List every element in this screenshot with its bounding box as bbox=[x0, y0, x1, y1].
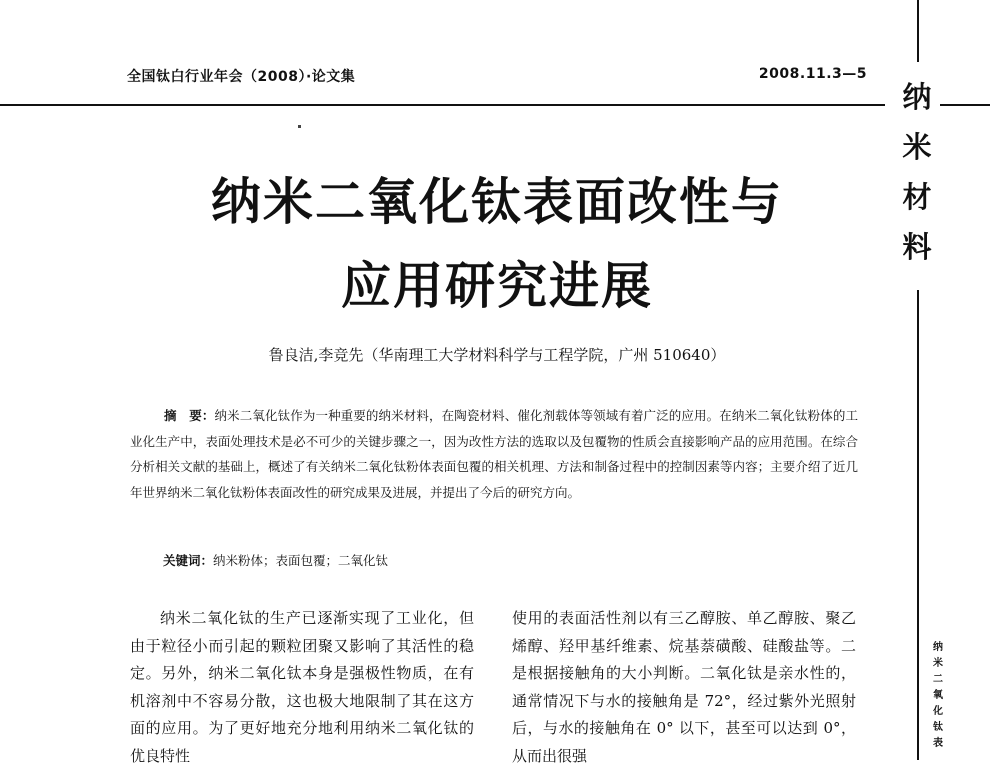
body-column-right: 使用的表面活性剂以有三乙醇胺、单乙醇胺、聚乙烯醇、羟甲基纤维素、烷基萘磺酸、硅酸盐等。二是根据接触角的大小判断。二氧化钛是亲水性的，通常情况下与水的接触角是 72°，经过紫外光照射后，与水的接触角在 0° 以下，甚至可以达到 0°，从而出很强 bbox=[512, 609, 856, 765]
side-small-char: 氧 bbox=[933, 690, 943, 701]
speck-mark bbox=[298, 125, 301, 128]
side-small-char: 纳 bbox=[933, 642, 943, 653]
keywords-text: 纳米粉体；表面包覆；二氧化钛 bbox=[213, 553, 389, 568]
header-rule-right bbox=[940, 104, 990, 106]
title-line-2: 应用研究进展 bbox=[341, 257, 653, 315]
side-running-title bbox=[928, 640, 948, 752]
side-section-tab bbox=[894, 72, 940, 272]
abstract-text: 纳米二氧化钛作为一种重要的纳米材料，在陶瓷材料、催化剂载体等领域有着广泛的应用。在纳米二氧化钛粉体的工业化生产中，表面处理技术是必不可少的关键步骤之一，因为改性方法的选取以及包覆物的性质会直接影响产品的应用范围。在综合分析相关文献的基础上，概述了有关纳米二氧化钛粉体表面包覆的相关机理、方法和制备过程中的控制因素等内容；主要介绍了近几年世界纳米二氧化钛粉体表面改性的研究成果及进展，并提出了今后的研究方向。 bbox=[130, 408, 858, 500]
author-affiliation: 鲁良洁,李竞先（华南理工大学材料科学与工程学院，广州 510640） bbox=[268, 346, 726, 364]
side-small-char: 化 bbox=[933, 706, 943, 717]
side-tab-char: 材 bbox=[902, 180, 932, 214]
body-column-left: 纳米二氧化钛的生产已逐渐实现了工业化，但由于粒径小而引起的颗粒团聚又影响了其活性的稳定。另外，纳米二氧化钛本身是强极性物质，在有机溶剂中不容易分散，这也极大地限制了其在这方面的应用。为了更好地充分地利用纳米二氧化钛的优良特性 bbox=[130, 609, 474, 765]
title-line-1: 纳米二氧化钛表面改性与 bbox=[211, 173, 783, 231]
header-rule bbox=[0, 104, 885, 106]
side-rule-bottom bbox=[917, 290, 919, 760]
side-small-char: 米 bbox=[933, 658, 943, 669]
side-small-char: 二 bbox=[933, 674, 943, 685]
header-journal: 全国钛白行业年会（2008）·论文集 bbox=[127, 69, 356, 85]
side-tab-char: 米 bbox=[902, 130, 932, 164]
abstract-label: 摘 要： bbox=[164, 408, 215, 423]
paper-title bbox=[127, 160, 867, 328]
side-tab-char: 纳 bbox=[902, 80, 932, 114]
side-tab-char: 料 bbox=[902, 230, 932, 264]
side-small-char: 表 bbox=[933, 738, 943, 749]
abstract bbox=[130, 403, 858, 505]
header-date: 2008.11.3—5 bbox=[758, 66, 867, 82]
keywords bbox=[163, 551, 388, 569]
side-small-char: 钛 bbox=[933, 722, 943, 733]
keywords-label: 关键词： bbox=[163, 553, 214, 568]
side-rule-top bbox=[917, 0, 919, 62]
